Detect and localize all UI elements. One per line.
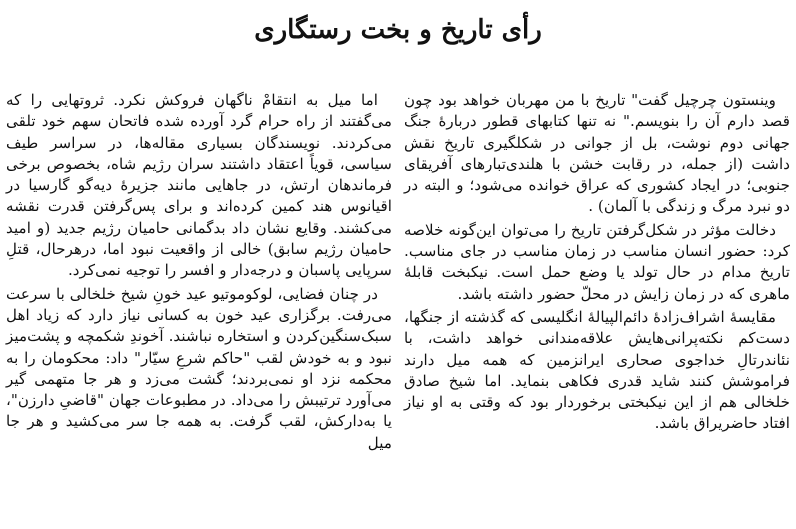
article-title: رأی تاریخ و بخت رستگاری [254, 15, 542, 45]
right-column [404, 90, 790, 437]
paragraph: دخالت مؤثر در شکل‌گرفتن تاریخ را می‌توان این‌گونه خلاصه کرد: حضور انسان مناسب در زمان مناسب در جای مناسب. تاریخ مدام در حال تولد یا وضع حمل است. نیکبخت قابلهٔ ماهری که در زمان زایش در محلّ حضور داشته باشد. [404, 220, 790, 303]
paragraph: اما میل به انتقامْ ناگهان فروکش نکرد. ثروتهایی را که می‌گفتند از راه حرام گرد آورده شده فاتحان سهم خود تلقی می‌کردند. نویسندگان بسیاری مقاله‌ها، در سراسر طیف سیاسی، قویاً اعتقاد داشتند سران رژیم شاه، بخصوص برخی فرماندهان ارتش، در جاهایی مانند جزیرهٔ دیه‌گو گارسیا در اقیانوس هند کمین کرده‌اند و برای پس‌گرفتن قدرت نقشه می‌کشند. وقایع نشان داد بدگمانی حامیان رژیم جدید (و امید حامیان رژیم سابق) خالی از واقعیت نبود اما، درهرحال، قتلِ سرپایی پاسبان و درجه‌دار و افسر را توجیه نمی‌کرد. [6, 91, 392, 280]
paragraph: در چنان فضایی، لوکوموتیو عید خونِ شیخ خلخالی با سرعت می‌رفت. برگزاری عید خون به کسانی نیاز دارد که زیاد اهل سبک‌سنگین‌کردن و استخاره نباشند. آخوندِ شکمچه و پشت‌میز نبود و به خودش لقب "حاکم شرعِ سیّار" داد: محکومان را به محکمه نزد او نمی‌بردند؛ گشت می‌زد و هر جا متهمی گیر می‌آورد ترتیبش را می‌داد. در مطبوعات جهان "قاضیِ دارزن"، یا به‌دارکش، لقب گرفت. به همه جا سر می‌کشید و هر جا میل [6, 284, 392, 452]
paragraph: وینستون چرچیل گفت" تاریخ با من مهربان خواهد بود چون قصد دارم آن را بنویسم." نه تنها کتابهای قطور دربارهٔ جنگ جهانی دوم نوشت، بل از جوانی در شکلگیری تاریخ نقش داشت (از جمله، در رقابت خشن با هلندی‌تبارهای آفریقای جنوبی؛ در ایجاد کشوری که عراق خوانده می‌شود؛ و البته در دو نبرد مرگ و زندگی با آلمان) . [404, 91, 790, 216]
paragraph: مقایسهٔ اشراف‌زادهٔ دائم‌الپیالهٔ انگلیسی که گذشته از جنگها، دست‌کم نکته‌پرانی‌هایش علاقه‌مندانی خواهد داشت، با نئاندرتالِ خداجوی صحاری ایرانزمین که همه میل دارند فراموشش کنند شاید قدری فکاهی بنماید. اما شیخ صادق خلخالی هم از این نیکبختی برخوردار بود که وقتی به او نیاز افتاد حاضریراق باشد. [404, 307, 790, 433]
left-column [6, 90, 392, 456]
